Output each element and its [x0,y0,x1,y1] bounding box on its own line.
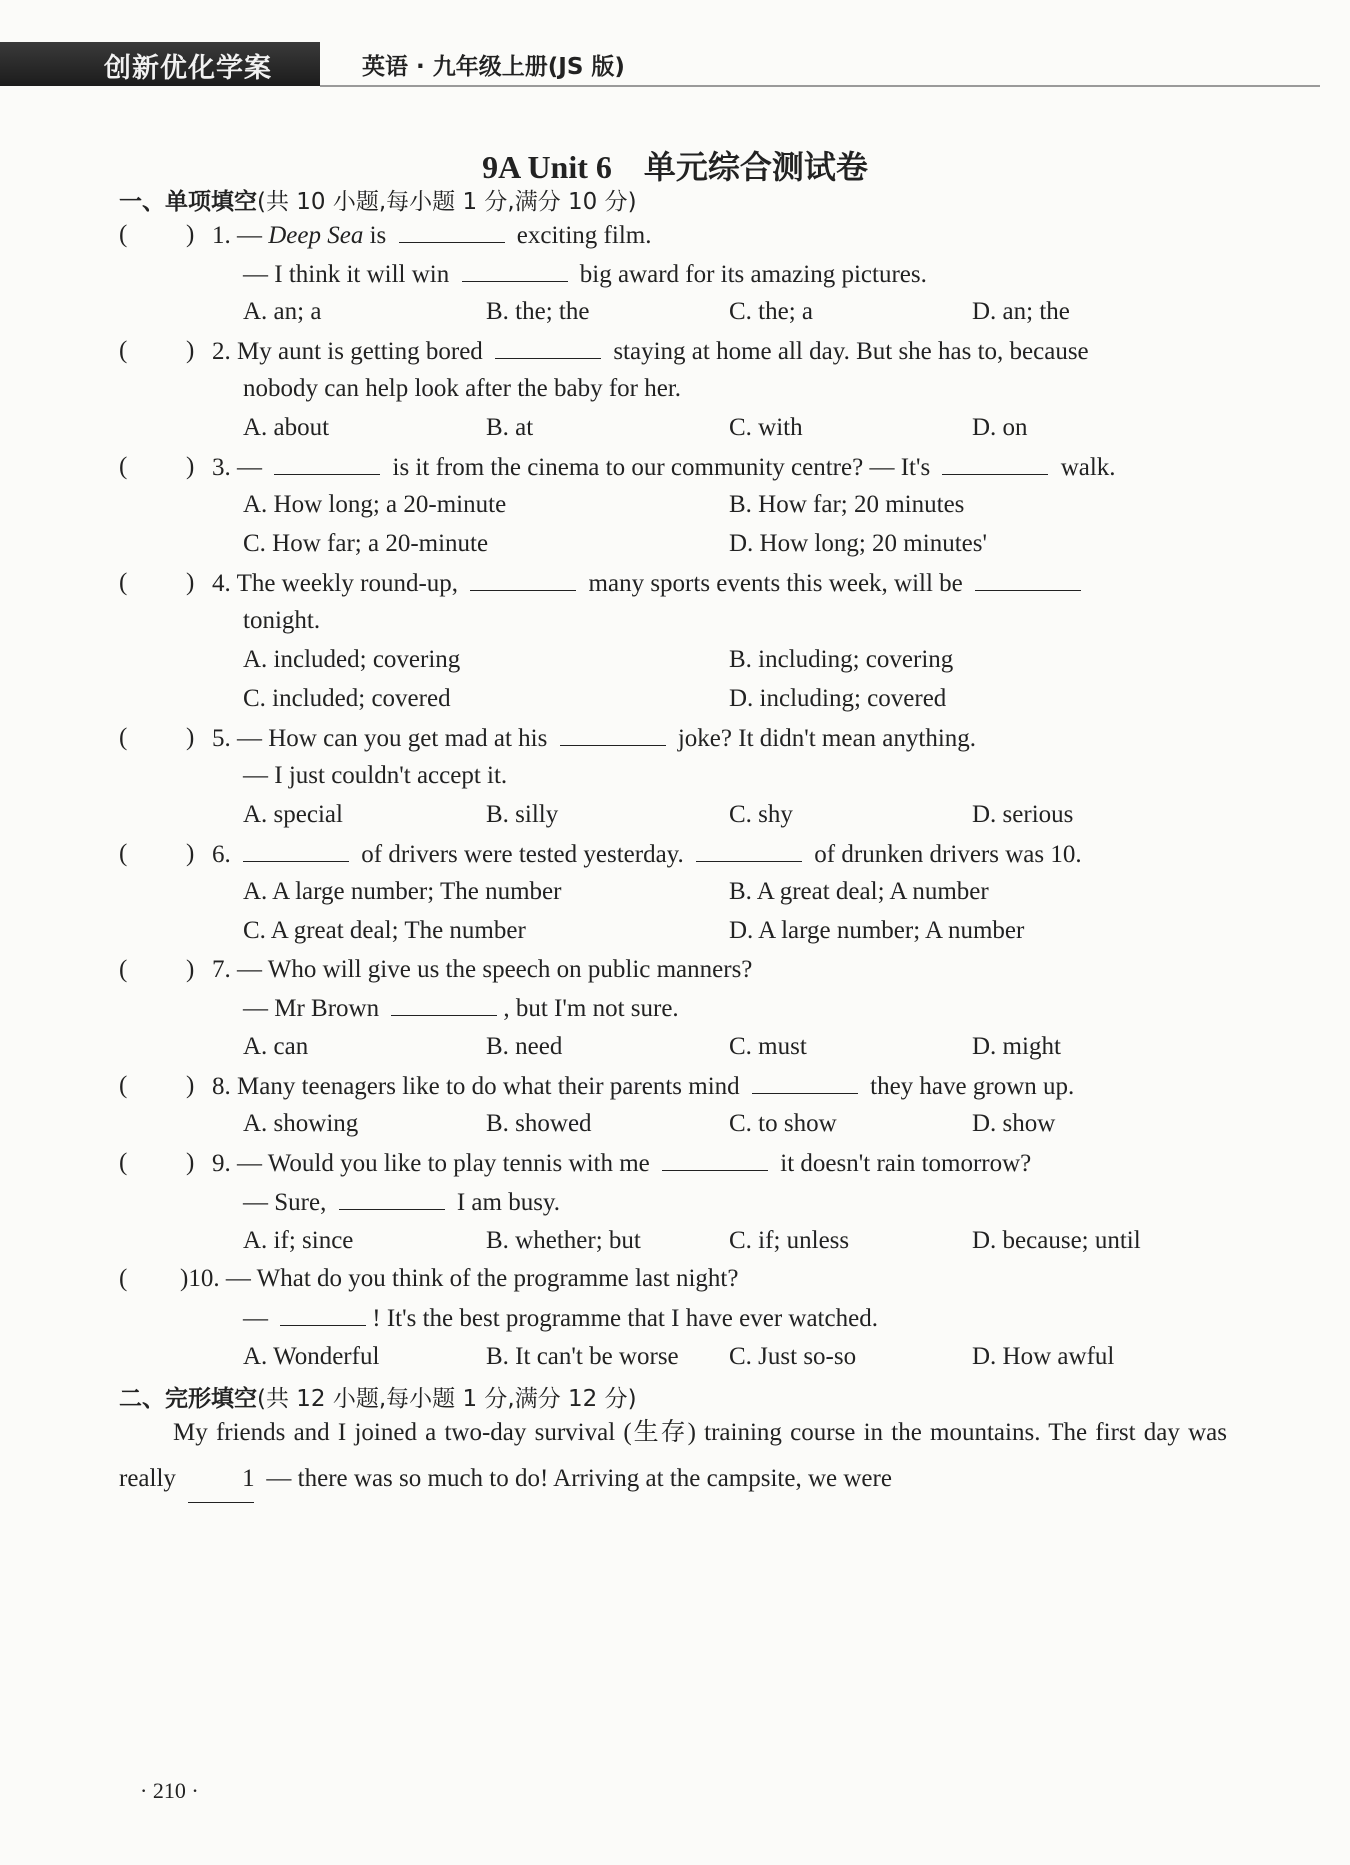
answer-slot-5[interactable]: ) [186,724,195,751]
option-b[interactable]: B. How far; 20 minutes [729,491,965,518]
answer-slot-6[interactable]: ) [186,840,195,867]
option-a[interactable]: A. Wonderful [243,1343,380,1370]
cloze-blank-1[interactable]: 1 [188,1456,254,1503]
blank[interactable] [560,723,666,746]
question-9-line2: — Sure, I am busy. [243,1189,561,1216]
option-c[interactable]: C. must [729,1033,807,1060]
blank[interactable] [399,220,505,243]
answer-slot-3[interactable]: ) [186,453,195,480]
option-a[interactable]: A. included; covering [243,646,461,673]
option-d[interactable]: D. serious [972,801,1074,828]
section-heading-1 [119,183,637,216]
option-a[interactable]: A. How long; a 20-minute [243,491,507,518]
section-label: 二、完形填空 [119,1386,257,1412]
option-d[interactable]: D. including; covered [729,685,947,712]
option-d[interactable]: D. on [972,414,1028,441]
option-c[interactable]: C. with [729,414,803,441]
option-b[interactable]: B. the; the [486,298,590,325]
book-title: 英语 · 九年级上册(JS 版) [362,54,625,80]
section-heading-2 [119,1380,637,1413]
blank[interactable] [339,1187,445,1210]
option-d[interactable]: D. because; until [972,1227,1141,1254]
option-a[interactable]: A. A large number; The number [243,878,562,905]
question-7-line2: — Mr Brown , but I'm not sure. [243,995,679,1022]
question-1-line2: — I think it will win big award for its amazing pictures. [243,261,927,288]
answer-slot-8[interactable]: ) [186,1072,195,1099]
blank[interactable] [391,993,497,1016]
answer-slot-1[interactable]: ) [186,221,195,248]
option-a[interactable]: A. if; since [243,1227,354,1254]
page-number: · 210 · [140,1778,199,1803]
answer-slot-10[interactable]: )10. [180,1265,220,1292]
blank[interactable] [942,452,1048,475]
blank[interactable] [752,1071,858,1094]
option-c[interactable]: C. Just so-so [729,1343,857,1370]
blank[interactable] [462,259,568,282]
section-label: 一、单项填空 [119,189,257,215]
option-d[interactable]: D. show [972,1110,1056,1137]
question-4-line2: tonight. [243,607,321,634]
blank[interactable] [696,839,802,862]
option-a[interactable]: A. special [243,801,343,828]
question-5-line2: — I just couldn't accept it. [243,762,508,789]
blank[interactable] [662,1148,768,1171]
option-c[interactable]: C. to show [729,1110,837,1137]
option-b[interactable]: B. showed [486,1110,592,1137]
blank[interactable] [495,336,601,359]
blank[interactable] [470,568,576,591]
option-a[interactable]: A. can [243,1033,309,1060]
answer-slot-2[interactable]: ) [186,337,195,364]
option-a[interactable]: A. an; a [243,298,322,325]
option-d[interactable]: D. How long; 20 minutes' [729,530,987,557]
option-c[interactable]: C. included; covered [243,685,451,712]
blank[interactable] [975,568,1081,591]
option-b[interactable]: B. including; covering [729,646,954,673]
blank[interactable] [280,1303,366,1326]
answer-slot-7[interactable]: ) [186,956,195,983]
option-b[interactable]: B. at [486,414,534,441]
page-title: 9A Unit 6 单元综合测试卷 [482,149,868,185]
answer-slot-4[interactable]: ) [186,569,195,596]
option-c[interactable]: C. How far; a 20-minute [243,530,489,557]
option-a[interactable]: A. showing [243,1110,359,1137]
option-d[interactable]: D. A large number; A number [729,917,1025,944]
brand-logo: 创新优化学案 [104,53,272,84]
cloze-passage: My friends and I joined a two-day survival (生存) training course in the mountains. The first day was really 1 — there was so much to do! Arriving at the campsite, we were [119,1410,1227,1503]
option-d[interactable]: D. might [972,1033,1061,1060]
option-d[interactable]: D. an; the [972,298,1070,325]
question-10-line2: — ! It's the best programme that I have ever watched. [243,1305,878,1332]
question-2-line2: nobody can help look after the baby for her. [243,375,682,402]
option-b[interactable]: B. whether; but [486,1227,641,1254]
blank[interactable] [243,839,349,862]
option-a[interactable]: A. about [243,414,330,441]
answer-slot-9[interactable]: ) [186,1149,195,1176]
option-b[interactable]: B. need [486,1033,563,1060]
section-note: (共 10 小题,每小题 1 分,满分 10 分) [257,189,637,215]
section-note: (共 12 小题,每小题 1 分,满分 12 分) [257,1386,637,1412]
option-b[interactable]: B. silly [486,801,559,828]
blank[interactable] [274,452,380,475]
option-c[interactable]: C. if; unless [729,1227,850,1254]
option-b[interactable]: B. It can't be worse [486,1343,679,1370]
option-c[interactable]: C. the; a [729,298,814,325]
option-c[interactable]: C. shy [729,801,793,828]
option-c[interactable]: C. A great deal; The number [243,917,526,944]
option-d[interactable]: D. How awful [972,1343,1115,1370]
header-rule [320,85,1320,87]
option-b[interactable]: B. A great deal; A number [729,878,989,905]
